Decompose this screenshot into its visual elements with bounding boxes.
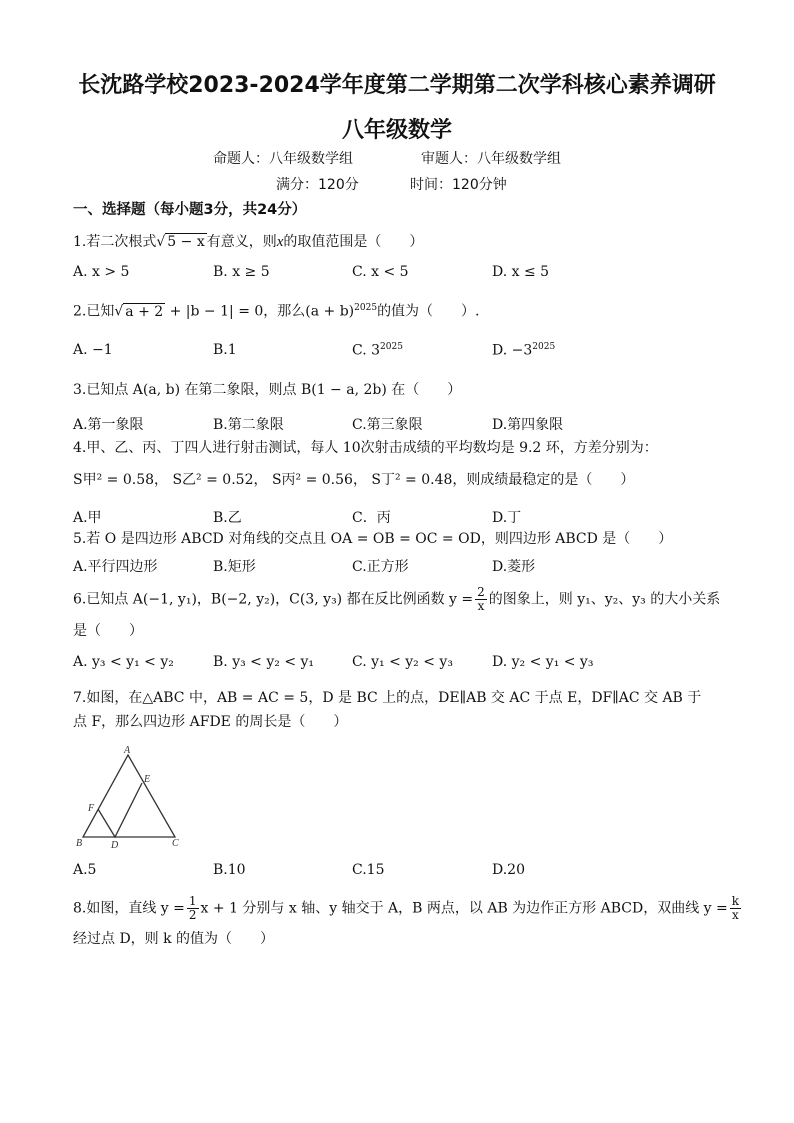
q8-frac-den: 2: [188, 908, 197, 922]
q6-option-b: B. y₃ < y₂ < y₁: [213, 654, 315, 670]
question-1: [73, 232, 423, 252]
full-score-label: 满分：120分: [276, 177, 359, 193]
q6-option-c: C. y₁ < y₂ < y₃: [352, 654, 453, 670]
question-6: [73, 586, 720, 613]
q5-option-d: D.菱形: [492, 559, 536, 575]
q7-option-a: A.5: [73, 862, 97, 878]
question-8-line2: 经过点 D，则 k 的值为（ ）: [73, 931, 275, 947]
sqrt-symbol: √: [156, 234, 166, 250]
q1-option-d: D. x ≤ 5: [492, 264, 550, 280]
q5-option-a: A.平行四边形: [73, 559, 158, 575]
q2-option-d: [492, 342, 555, 359]
question-7-line2: 点 F，那么四边形 AFDE 的周长是（ ）: [73, 714, 348, 730]
q2-option-d-base: D. −3: [492, 342, 533, 359]
q5-option-b: B.矩形: [213, 559, 256, 575]
q2-exponent: 2025: [354, 303, 378, 313]
exam-title: 长沈路学校2023-2024学年度第二学期第二次学科核心素养调研: [78, 73, 716, 98]
q8-fraction-2: [730, 895, 741, 922]
question-7-line1: 7.如图，在△ABC 中，AB = AC = 5，D 是 BC 上的点，DE∥AB 交 AC 于点 E，DF∥AC 交 AB 于: [73, 690, 702, 706]
proposer-label: 命题人：八年级数学组: [213, 151, 353, 167]
q4-tail: ，则成绩最稳定的是（ ）: [452, 472, 635, 488]
q7-option-c: C.15: [352, 862, 385, 878]
q2-option-d-exp: 2025: [532, 342, 556, 352]
q7-option-d: D.20: [492, 862, 525, 878]
label-f: F: [88, 803, 95, 814]
q2-option-c-exp: 2025: [380, 342, 403, 352]
question-6-line2: 是（ ）: [73, 623, 143, 639]
question-8: [73, 895, 743, 922]
q8-frac-num: 1: [188, 894, 197, 908]
q4-option-a: A.甲: [73, 510, 102, 526]
q2-option-c: [352, 342, 403, 359]
variance-yi: S乙² = 0.52: [172, 472, 254, 488]
q6-option-a: A. y₃ < y₁ < y₂: [73, 654, 174, 670]
q8-prefix: 8.如图，直线 y =: [73, 900, 185, 917]
sqrt-symbol: √: [114, 303, 124, 320]
question-2: [73, 298, 480, 322]
question-4-line2: S甲² = 0.58， S乙² = 0.52， S丙² = 0.56， S丁² = 0.48，则成绩最稳定的是（ ）: [73, 472, 635, 488]
q6-tail: 的图象上，则 y₁、y₂、y₃ 的大小关系: [488, 591, 721, 608]
q1-prefix: 1.若二次根式: [73, 234, 157, 250]
question-4-line1: 4.甲、乙、丙、丁四人进行射击测试，每人 10次射击成绩的平均数均是 9.2 环，方差分别为：: [73, 440, 658, 456]
q4-option-d: D.丁: [492, 510, 522, 526]
q1-option-a: A. x > 5: [73, 264, 130, 280]
q5-option-c: C.正方形: [352, 559, 409, 575]
q3-option-c: C.第三象限: [352, 417, 423, 433]
q1-option-c: C. x < 5: [352, 264, 409, 280]
question-5: 5.若 O 是四边形 ABCD 对角线的交点且 OA = OB = OC = OD，则四边形 ABCD 是（ ）: [73, 531, 673, 547]
q1-radicand: 5 − x: [167, 234, 205, 250]
label-e: E: [144, 774, 151, 785]
q3-option-b: B.第二象限: [213, 417, 284, 433]
q2-radicand: a + 2: [125, 303, 164, 320]
q7-option-b: B.10: [213, 862, 246, 878]
triangle-abc: [83, 755, 175, 837]
q2-option-a: A. −1: [73, 342, 113, 358]
question-3: 3.已知点 A(a, b) 在第二象限，则点 B(1 − a, 2b) 在（ ）: [73, 382, 462, 398]
q8-frac2-den: x: [732, 908, 739, 922]
q1-option-b: B. x ≥ 5: [213, 264, 270, 280]
q6-prefix: 6.已知点 A(−1, y₁)，B(−2, y₂)，C(3, y₃) 都在反比例函数 y =: [73, 591, 474, 608]
section-heading: 一、选择题（每小题3分，共24分）: [73, 202, 307, 218]
label-b: B: [76, 838, 83, 849]
variance-jia: S甲² = 0.58: [73, 472, 155, 488]
q2-tail: 的值为（ ）.: [377, 303, 480, 320]
q6-frac-num: 2: [477, 585, 485, 599]
exam-subtitle: 八年级数学: [341, 118, 452, 143]
q4-option-b: B.乙: [213, 510, 242, 526]
q6-fraction: [475, 586, 487, 613]
label-d: D: [111, 840, 119, 851]
q8-frac2-num: k: [731, 894, 740, 908]
reviewer-label: 审题人：八年级数学组: [421, 151, 561, 167]
label-c: C: [172, 838, 179, 849]
q3-option-d: D.第四象限: [492, 417, 564, 433]
q2-prefix: 2.已知: [73, 303, 115, 320]
variance-bing: S丙² = 0.56: [271, 472, 353, 488]
q2-expr: (a + b): [305, 303, 355, 320]
q2-mid: + |b − 1| = 0，那么: [169, 303, 306, 320]
q4-option-c: C．丙: [352, 510, 391, 526]
triangle-figure: [74, 745, 184, 851]
parallelogram-lines: [98, 783, 142, 837]
q6-option-d: D. y₂ < y₁ < y₃: [492, 654, 594, 670]
label-a: A: [124, 745, 131, 756]
q8-fraction: [187, 895, 199, 922]
time-label: 时间：120分钟: [410, 177, 507, 193]
variance-ding: S丁² = 0.48: [371, 472, 453, 488]
q3-option-a: A.第一象限: [73, 417, 144, 433]
q8-mid: x + 1 分别与 x 轴、y 轴交于 A，B 两点，以 AB 为边作正方形 ABCD，双曲线 y =: [200, 900, 728, 917]
q2-option-c-base: C. 3: [352, 342, 381, 359]
q1-tail: 的取值范围是（ ）: [283, 234, 424, 250]
q6-frac-den: x: [477, 599, 485, 613]
q2-option-b: B.1: [213, 342, 237, 358]
q1-var: x: [276, 234, 284, 250]
q1-suffix: 有意义，则: [206, 234, 277, 250]
